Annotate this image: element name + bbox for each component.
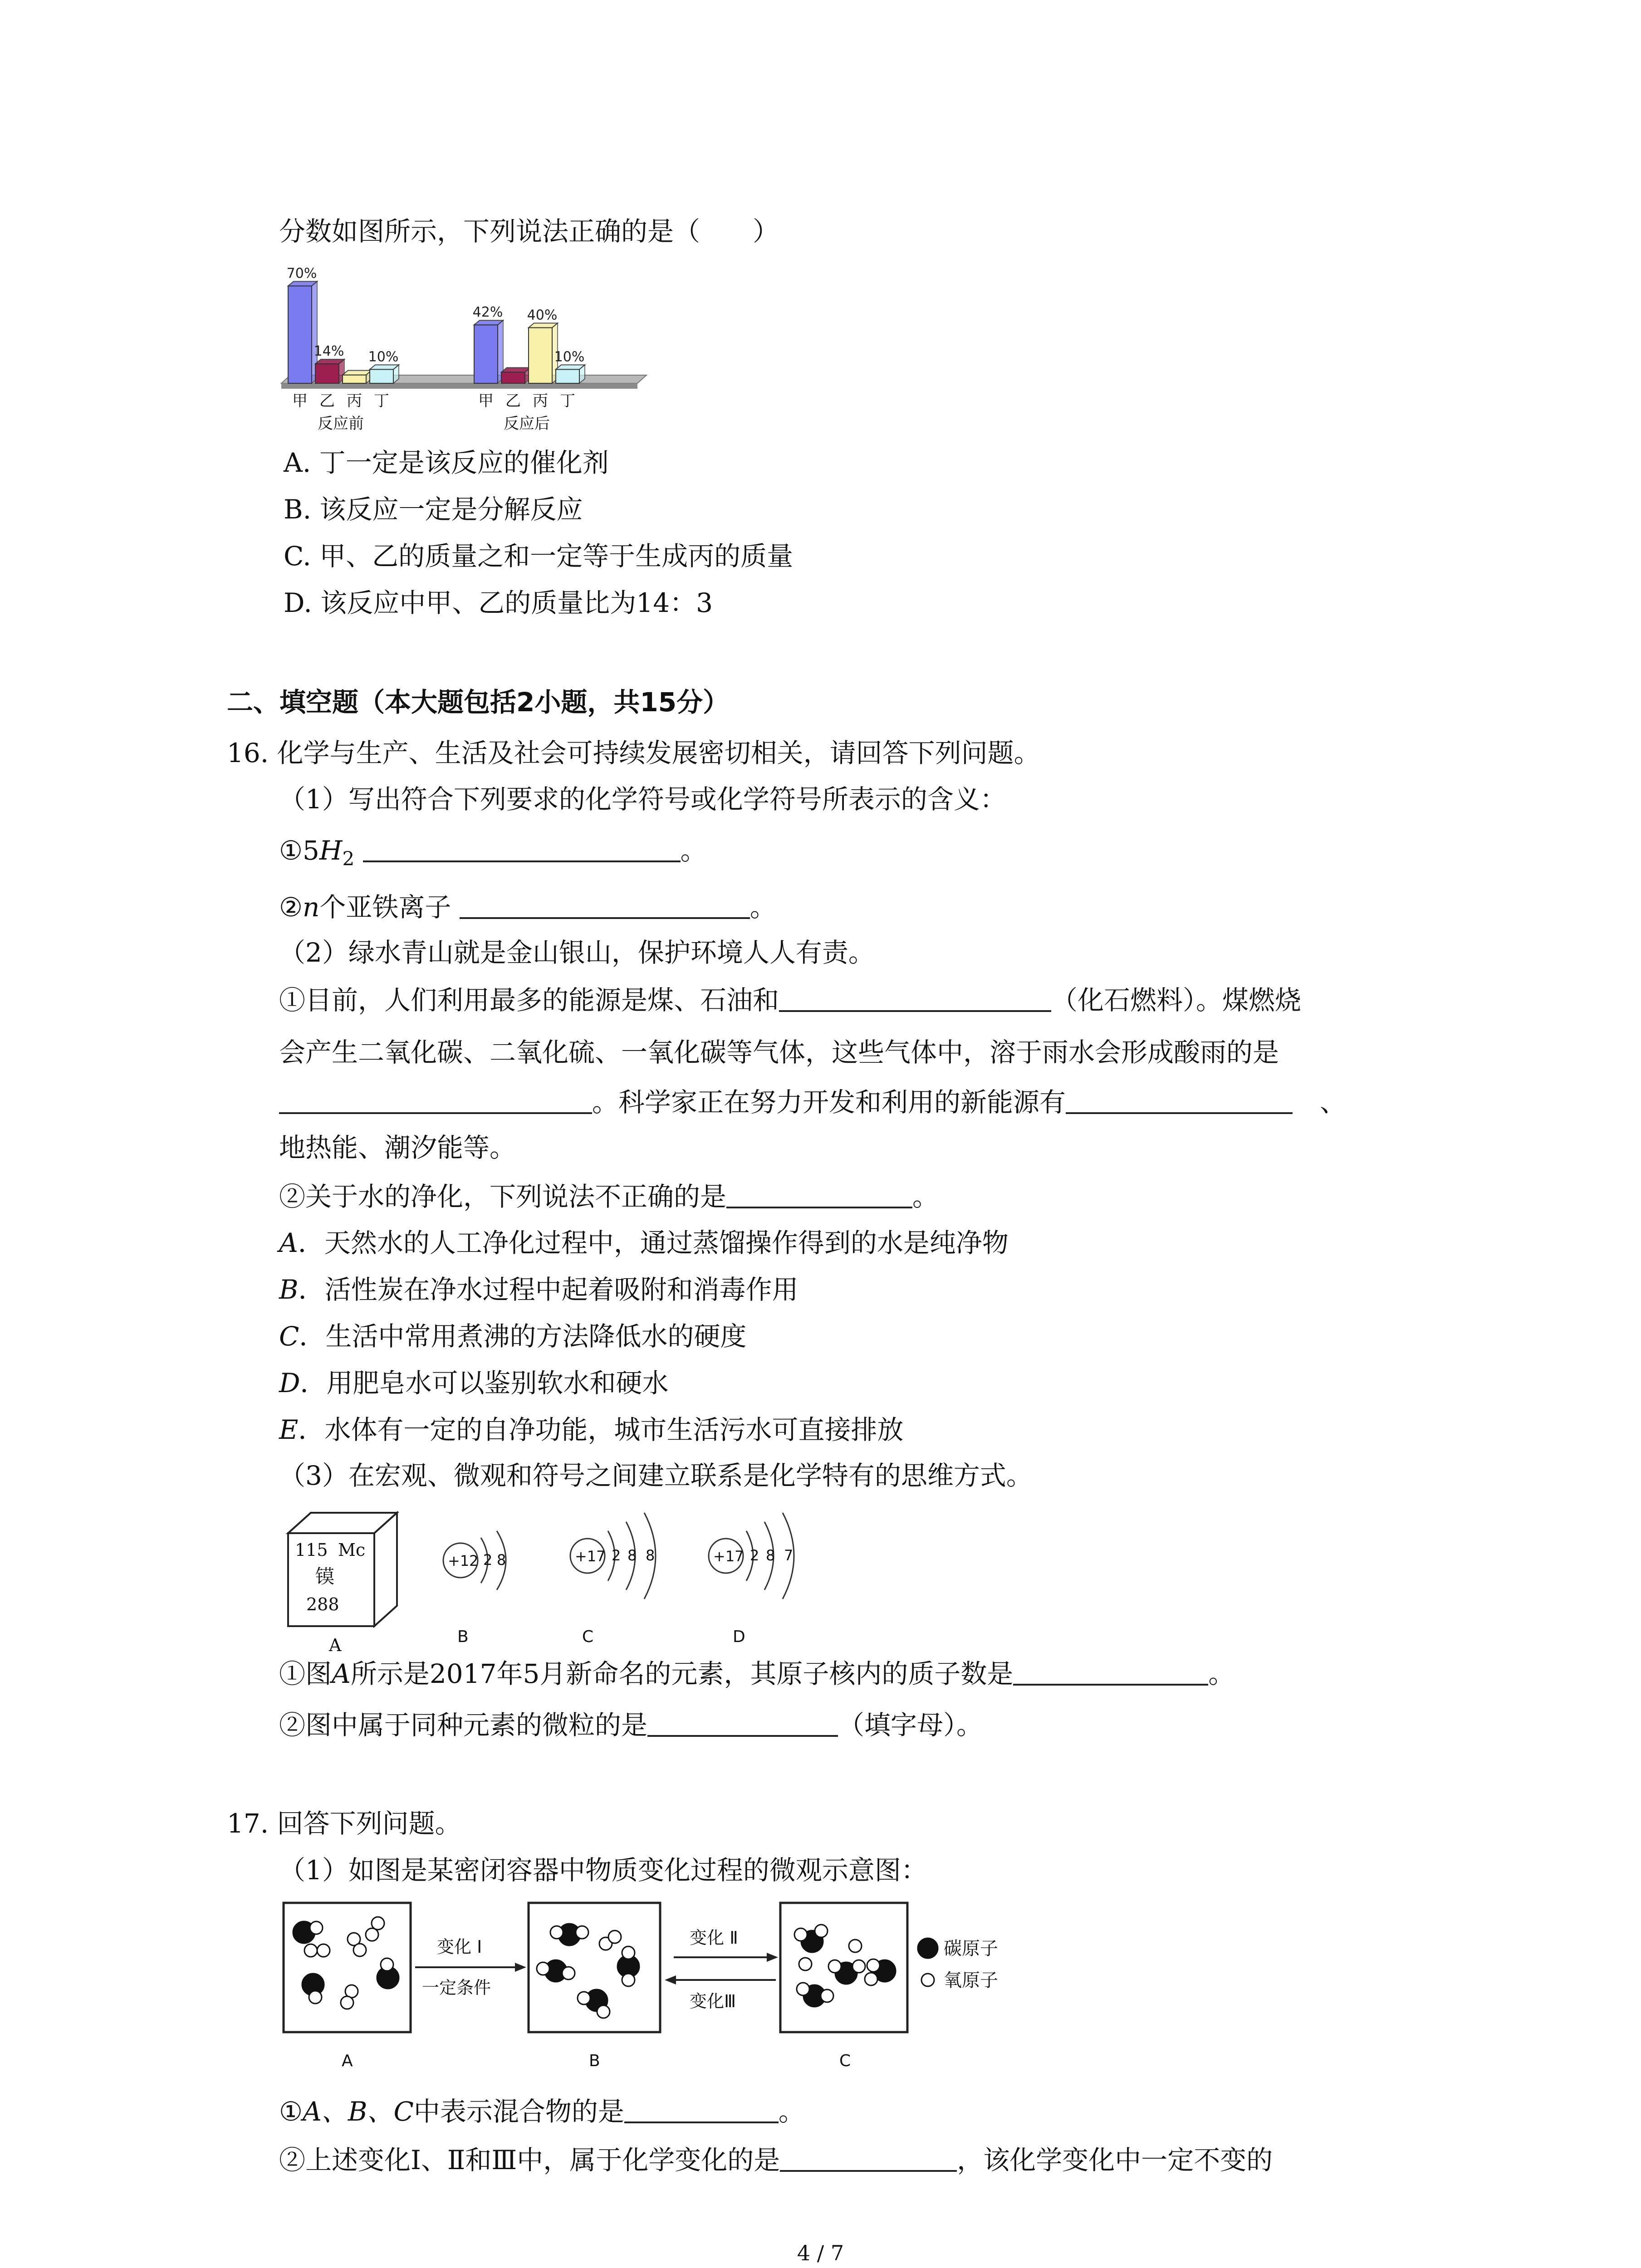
page-number: 4 / 7	[797, 2241, 844, 2265]
bar-反应前-丙	[343, 375, 366, 383]
arrow1-top-label: 变化 Ⅰ	[437, 1937, 482, 1957]
label-D: D	[733, 1628, 745, 1646]
q16-option-d: D．用肥皂水可以鉴别软水和硬水	[279, 1368, 669, 1398]
q16-part3b: ②图中属于同种元素的微粒的是 （填字母）。	[279, 1707, 983, 1743]
label-C: C	[582, 1628, 594, 1646]
bar-反应前-丁	[370, 369, 393, 383]
q16-part2a-line1: ①目前，人们利用最多的能源是煤、石油和 （化石燃料）。煤燃烧	[279, 982, 1301, 1018]
atom-C-shell-1: 2	[612, 1547, 621, 1564]
label-B: B	[457, 1628, 469, 1646]
q16-2a-fossil-fuel-blank[interactable]	[779, 983, 1051, 1012]
section-2-title: 二、填空题（本大题包括2小题，共15分）	[227, 687, 730, 718]
group-label-0: 反应前	[318, 415, 364, 433]
category-label-反应前-丁: 丁	[374, 392, 389, 410]
atom-D-nucleus: +17	[713, 1548, 744, 1565]
arrow1-bottom-label: 一定条件	[422, 1978, 491, 1998]
cube-symbol: Mc	[338, 1540, 366, 1560]
atom-D-shell-2: 8	[766, 1547, 775, 1564]
q15-stem: 分数如图所示，下列说法正确的是（ ）	[279, 216, 779, 247]
q16-2a-new-energy-blank[interactable]	[1066, 1085, 1293, 1114]
cube-mass: 288	[306, 1594, 339, 1614]
atom-B-nucleus: +12	[448, 1552, 479, 1569]
legend-carbon-label: 碳原子	[944, 1938, 998, 1959]
q16-part2a-line3: 。科学家正在努力开发和利用的新能源有 、	[279, 1084, 1346, 1120]
bar-label-反应前-丁: 10%	[368, 349, 399, 365]
q16-3b-answer-blank[interactable]	[647, 1708, 838, 1737]
group-label-1: 反应后	[504, 415, 550, 433]
q16-element-figure	[279, 1506, 846, 1656]
category-label-反应后-甲: 甲	[478, 392, 494, 410]
bar-反应前-甲	[288, 286, 312, 383]
atom-C-shell-3: 8	[646, 1547, 655, 1564]
arrow2-bottom-label: 变化Ⅲ	[690, 1991, 736, 2011]
arrow2-top-label: 变化 Ⅱ	[690, 1928, 738, 1948]
cube-name: 镆	[315, 1565, 335, 1588]
atom-C-nucleus: +17	[575, 1548, 606, 1565]
q16-option-e: E．水体有一定的自净功能，城市生活污水可直接排放	[279, 1414, 904, 1445]
category-label-反应前-丙: 丙	[347, 392, 362, 410]
q15-option-c: C. 甲、乙的质量之和一定等于生成丙的质量	[284, 541, 794, 572]
category-label-反应后-丁: 丁	[560, 392, 575, 410]
q17-stem: 17. 回答下列问题。	[227, 1808, 461, 1839]
bar-反应后-乙	[501, 372, 525, 383]
q16-2a-acid-rain-blank[interactable]	[279, 1085, 592, 1114]
q16-part1a: $①5H_2$ 。	[279, 832, 707, 877]
q16-part3: （3）在宏观、微观和符号之间建立联系是化学特有的思维方式。	[279, 1460, 1033, 1491]
q16-part3a: ①图A所示是2017年5月新命名的元素，其原子核内的质子数是 。	[279, 1656, 1234, 1692]
label-A: A	[329, 1635, 342, 1655]
q17-molecule-figure	[279, 1898, 1028, 2080]
q16-option-a: A．天然水的人工净化过程中，通过蒸馏操作得到的水是纯净物	[279, 1227, 1009, 1258]
bar-label-反应前-甲: 70%	[286, 265, 317, 282]
q16-stem: 16. 化学与生产、生活及社会可持续发展密切相关，请回答下列问题。	[227, 738, 1040, 768]
q17-part1a: ①A、B、C中表示混合物的是 。	[279, 2093, 805, 2130]
bar-label-反应前-乙: 14%	[314, 343, 344, 360]
legend-oxygen-swatch	[921, 1974, 934, 1986]
legend-carbon-swatch	[918, 1938, 938, 1958]
bar-label-反应后-丙: 40%	[527, 307, 558, 323]
q15-option-d: D. 该反应中甲、乙的质量比为14：3	[284, 587, 713, 618]
bar-反应后-丁	[556, 369, 579, 383]
q17-part1: （1）如图是某密闭容器中物质变化过程的微观示意图：	[279, 1855, 927, 1886]
q16-1b-answer-blank[interactable]	[460, 890, 750, 919]
q16-part1: （1）写出符合下列要求的化学符号或化学符号所表示的含义：	[279, 784, 1006, 815]
bar-反应后-丙	[529, 327, 552, 383]
category-label-反应前-甲: 甲	[292, 392, 308, 410]
cube-number: 115	[295, 1540, 328, 1560]
q15-bar-chart	[279, 259, 651, 449]
q16-option-c: C．生活中常用煮沸的方法降低水的硬度	[279, 1321, 747, 1352]
element-cube-A	[288, 1513, 397, 1626]
q16-part2: （2）绿水青山就是金山银山，保护环境人人有责。	[279, 937, 875, 968]
label-box-B: B	[589, 2052, 600, 2070]
q16-2b-answer-blank[interactable]	[726, 1179, 912, 1208]
atom-D-shell-1: 2	[750, 1547, 759, 1564]
q17-1a-answer-blank[interactable]	[624, 2094, 779, 2123]
q16-1a-answer-blank[interactable]	[363, 833, 681, 862]
category-label-反应前-乙: 乙	[319, 392, 335, 410]
category-label-反应后-乙: 乙	[505, 392, 521, 410]
atom-B-shell-1: 2	[483, 1551, 493, 1569]
q15-option-a: A. 丁一定是该反应的催化剂	[284, 447, 609, 478]
q16-part2b: ②关于水的净化，下列说法不正确的是 。	[279, 1178, 939, 1215]
q15-option-b: B. 该反应一定是分解反应	[284, 494, 583, 525]
category-label-反应后-丙: 丙	[533, 392, 548, 410]
q17-part1b: ②上述变化Ⅰ、Ⅱ和Ⅲ中，属于化学变化的是 ，该化学变化中一定不变的	[279, 2142, 1273, 2178]
q16-3a-answer-blank[interactable]	[1013, 1657, 1208, 1686]
legend-oxygen-label: 氧原子	[944, 1970, 998, 1991]
bar-label-反应后-甲: 42%	[472, 304, 503, 321]
q16-part2a-line4: 地热能、潮汐能等。	[279, 1132, 516, 1163]
label-box-A: A	[342, 2052, 353, 2070]
bar-反应前-乙	[315, 364, 339, 383]
bar-反应后-甲	[474, 325, 498, 383]
bar-label-反应后-丁: 10%	[554, 349, 585, 365]
atom-B-shell-2: 8	[497, 1551, 506, 1569]
q16-part2a-line2: 会产生二氧化碳、二氧化硫、一氧化碳等气体，这些气体中，溶于雨水会形成酸雨的是	[279, 1037, 1279, 1068]
q16-option-b: B．活性炭在净水过程中起着吸附和消毒作用	[279, 1274, 798, 1305]
q16-part1b: ②n个亚铁离子 。	[279, 889, 776, 925]
label-box-C: C	[839, 2052, 851, 2070]
atom-D-shell-3: 7	[784, 1547, 794, 1564]
atom-C-shell-2: 8	[627, 1547, 637, 1564]
q17-1b-answer-blank[interactable]	[780, 2143, 957, 2172]
